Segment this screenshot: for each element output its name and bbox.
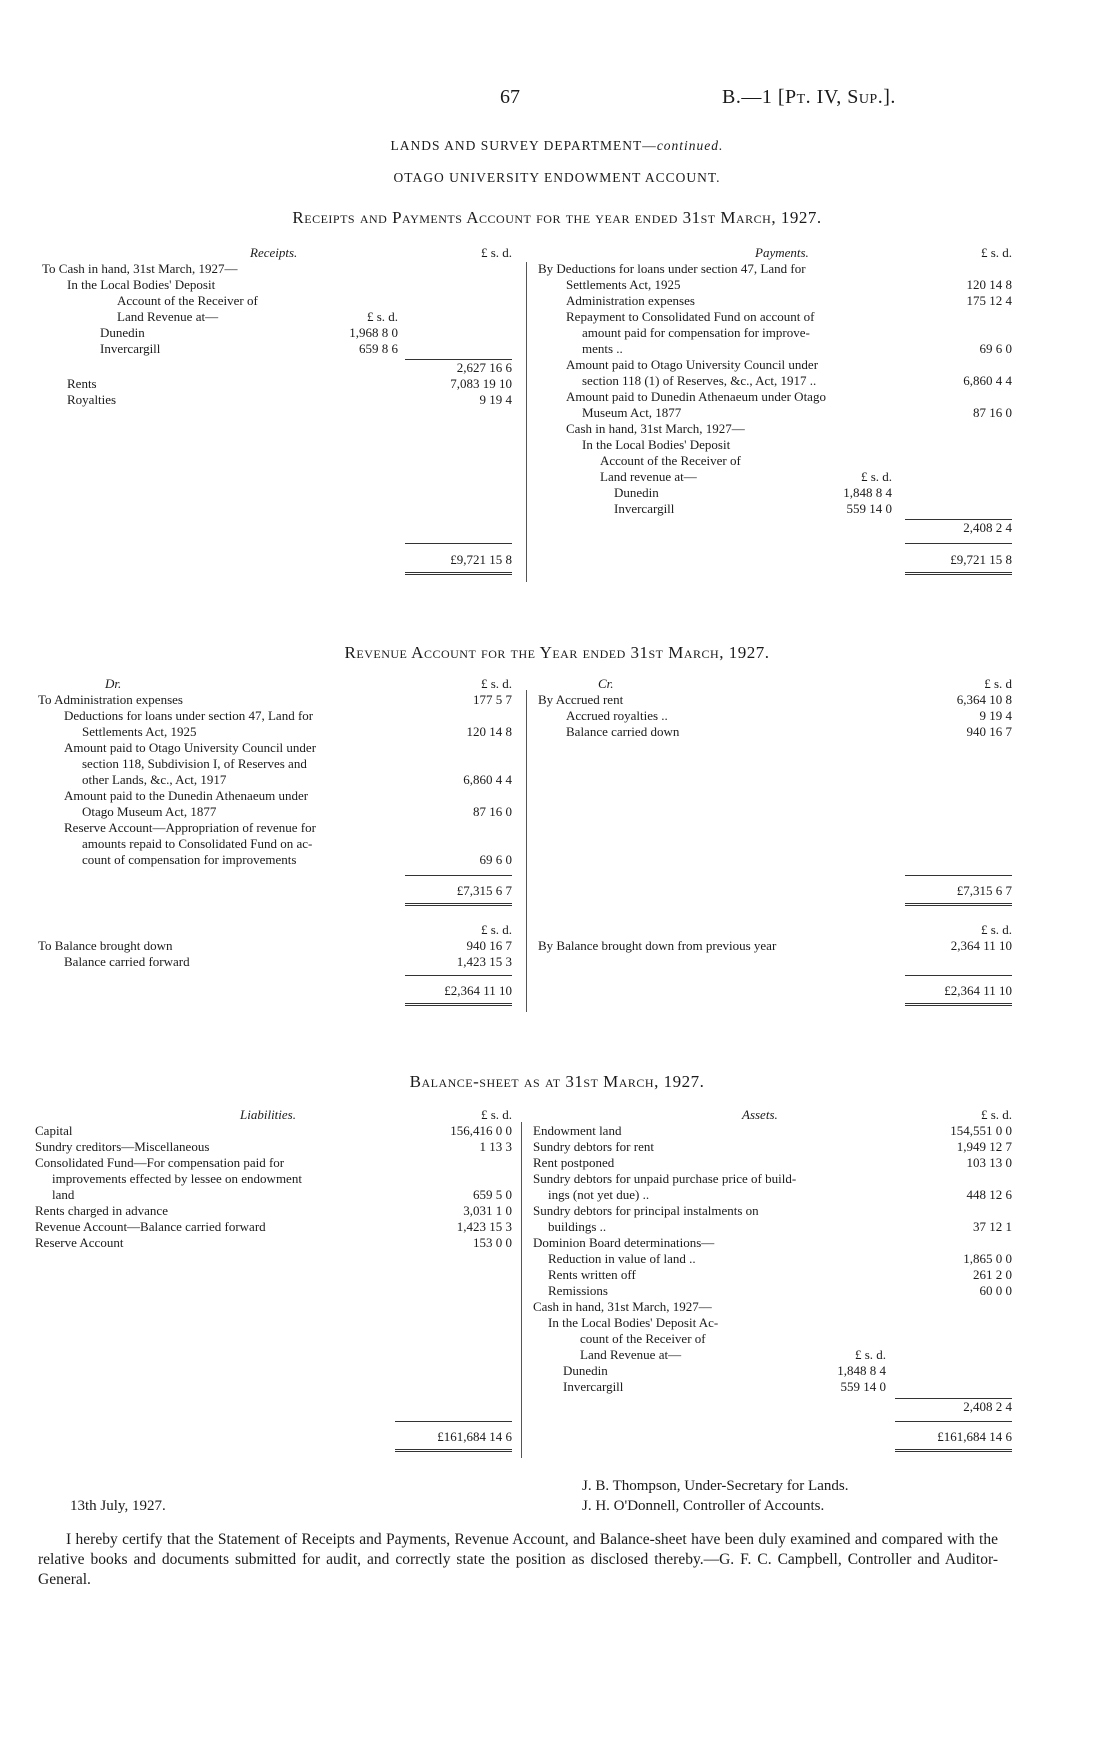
assets-a4-value: 448 12 6	[966, 1187, 1012, 1202]
payments-p3-value: 69 6 0	[979, 341, 1012, 356]
revenue-d4a: Amount paid to the Dunedin Athenaeum under	[64, 788, 309, 803]
revenue-dr-total: £7,315 6 7	[456, 883, 512, 898]
payments-p4-value: 6,860 4 4	[963, 373, 1012, 388]
receipts-grand-total: £9,721 15 8	[450, 552, 512, 567]
revenue-d5c: count of compensation for improvements	[82, 852, 297, 867]
receipts-dunedin-label: Dunedin	[100, 325, 145, 340]
receipts-line2: In the Local Bodies' Deposit	[67, 277, 216, 292]
assets-a5b: buildings ..	[548, 1219, 607, 1234]
assets-invercargill-label: Invercargill	[563, 1379, 624, 1394]
payments-p3a: Repayment to Consolidated Fund on account of	[566, 309, 815, 324]
receipts-cash-total: 2,627 16 6	[456, 360, 512, 375]
revenue-cr-double-rule	[905, 903, 1012, 906]
liabilities-l1: Capital	[35, 1123, 73, 1138]
receipts-rents-label: Rents	[67, 376, 97, 391]
revenue-dr-heading: Dr.	[105, 676, 122, 691]
revenue-dr-total-rule	[405, 875, 512, 876]
liabilities-l4-value: 3,031 1 0	[463, 1203, 512, 1218]
liabilities-l6-value: 153 0 0	[473, 1235, 512, 1250]
receipts-payments-title: Receipts and Payments Account for the year ended 31st March, 1927.	[292, 208, 822, 227]
revenue-d5-value: 69 6 0	[479, 852, 512, 867]
receipts-payments-divider	[526, 262, 527, 582]
revenue-dr-currency-header2: £ s. d.	[480, 922, 512, 937]
payments-invercargill-label: Invercargill	[614, 501, 675, 516]
revenue-dr-total2-rule	[405, 975, 512, 976]
liabilities-l6: Reserve Account	[35, 1235, 124, 1250]
revenue-cr-currency-header: £ s. d	[984, 676, 1012, 691]
receipts-dunedin-value: 1,968 8 0	[349, 325, 398, 340]
assets-a1-value: 154,551 0 0	[950, 1123, 1012, 1138]
payments-cash-total: 2,408 2 4	[963, 520, 1012, 535]
revenue-d4-value: 87 16 0	[473, 804, 512, 819]
assets-a7d: Land Revenue at—	[580, 1347, 682, 1362]
assets-a6: Dominion Board determinations—	[533, 1235, 715, 1250]
revenue-d3-value: 6,860 4 4	[463, 772, 512, 787]
revenue-b2-value: 1,423 15 3	[456, 954, 512, 969]
assets-dunedin-value: 1,848 8 4	[837, 1363, 886, 1378]
revenue-b1: To Balance brought down	[38, 938, 173, 953]
assets-a6c-value: 60 0 0	[979, 1283, 1012, 1298]
department-continued: continued.	[656, 138, 724, 153]
receipts-invercargill-label: Invercargill	[100, 341, 161, 356]
revenue-cr-total: £7,315 6 7	[956, 883, 1012, 898]
assets-double-rule	[895, 1449, 1012, 1452]
payments-p6d: Land revenue at—	[600, 469, 697, 484]
payments-heading: Payments.	[755, 245, 809, 260]
assets-a3-value: 103 13 0	[966, 1155, 1012, 1170]
liabilities-l3c: land	[52, 1187, 75, 1202]
assets-total-rule	[895, 1421, 1012, 1422]
assets-a3: Rent postponed	[533, 1155, 615, 1170]
payments-p4b: section 118 (1) of Reserves, &c., Act, 1917 ..	[582, 373, 817, 388]
revenue-d3b: section 118, Subdivision I, of Reserves and	[82, 756, 307, 771]
revenue-dr-currency-header: £ s. d.	[480, 676, 512, 691]
payments-p1b: Settlements Act, 1925	[566, 277, 681, 292]
liabilities-total: £161,684 14 6	[437, 1429, 512, 1444]
payments-dunedin-value: 1,848 8 4	[843, 485, 892, 500]
assets-a6c: Remissions	[548, 1283, 608, 1298]
assets-total: £161,684 14 6	[937, 1429, 1012, 1444]
payments-p4a: Amount paid to Otago University Council under	[566, 357, 819, 372]
assets-a2-value: 1,949 12 7	[956, 1139, 1012, 1154]
receipts-royalties-label: Royalties	[67, 392, 117, 407]
assets-a4a: Sundry debtors for unpaid purchase price of build-	[533, 1171, 797, 1186]
liabilities-l3-value: 659 5 0	[473, 1187, 512, 1202]
assets-a7c: count of the Receiver of	[580, 1331, 706, 1346]
liabilities-double-rule	[395, 1449, 512, 1452]
liabilities-l2-value: 1 13 3	[479, 1139, 512, 1154]
assets-a7b: In the Local Bodies' Deposit Ac-	[548, 1315, 719, 1330]
liabilities-l1-value: 156,416 0 0	[450, 1123, 512, 1138]
receipts-double-rule	[405, 572, 512, 575]
revenue-dr-double-rule	[405, 903, 512, 906]
receipts-royalties-value: 9 19 4	[479, 392, 512, 407]
audit-certificate: I hereby certify that the Statement of Receipts and Payments, Revenue Account, and Balance-sheet have been duly examined and compared with the relative books and documents submitted for audit, and correctly state the position as disclosed thereby.—G. F. C. Campbell, Controller and Auditor-General.	[38, 1531, 998, 1588]
revenue-d1: To Administration expenses	[38, 692, 183, 707]
payments-p3c: ments ..	[582, 341, 623, 356]
revenue-c1: By Accrued rent	[538, 692, 624, 707]
revenue-cr-total-rule	[905, 875, 1012, 876]
payments-p6a: Cash in hand, 31st March, 1927—	[566, 421, 745, 436]
page-number: 67	[500, 86, 520, 108]
receipts-currency-header: £ s. d.	[480, 245, 512, 260]
assets-heading: Assets.	[742, 1107, 778, 1122]
assets-a2: Sundry debtors for rent	[533, 1139, 654, 1154]
revenue-d5b: amounts repaid to Consolidated Fund on ac-	[82, 836, 313, 851]
assets-inner-currency: £ s. d.	[854, 1347, 886, 1362]
assets-invercargill-value: 559 14 0	[840, 1379, 886, 1394]
liabilities-total-rule	[395, 1421, 512, 1422]
assets-a6b: Rents written off	[548, 1267, 636, 1282]
receipts-rents-value: 7,083 19 10	[450, 376, 512, 391]
liabilities-l4: Rents charged in advance	[35, 1203, 168, 1218]
receipts-heading: Receipts.	[250, 245, 298, 260]
payments-p6b: In the Local Bodies' Deposit	[582, 437, 731, 452]
receipts-line1: To Cash in hand, 31st March, 1927—	[42, 261, 238, 276]
payments-invercargill-value: 559 14 0	[846, 501, 892, 516]
payments-p5b: Museum Act, 1877	[582, 405, 682, 420]
assets-a7a: Cash in hand, 31st March, 1927—	[533, 1299, 712, 1314]
assets-dunedin-label: Dunedin	[563, 1363, 608, 1378]
payments-p3b: amount paid for compensation for improve-	[582, 325, 810, 340]
payments-currency-header: £ s. d.	[980, 245, 1012, 260]
revenue-account-title: Revenue Account for the Year ended 31st March, 1927.	[344, 643, 770, 662]
assets-a5-value: 37 12 1	[973, 1219, 1012, 1234]
assets-a5a: Sundry debtors for principal instalments on	[533, 1203, 759, 1218]
balance-sheet-title: Balance-sheet as at 31st March, 1927.	[409, 1072, 705, 1091]
payments-double-rule	[905, 572, 1012, 575]
assets-a6b-value: 261 2 0	[973, 1267, 1012, 1282]
payments-p1a: By Deductions for loans under section 47, Land for	[538, 261, 806, 276]
payments-p5-value: 87 16 0	[973, 405, 1012, 420]
assets-a4b: ings (not yet due) ..	[548, 1187, 650, 1202]
revenue-cr-heading: Cr.	[598, 676, 614, 691]
payments-p2-value: 175 12 4	[966, 293, 1012, 308]
revenue-cr-currency-header2: £ s. d.	[980, 922, 1012, 937]
department-title	[0, 138, 1114, 154]
revenue-cr-total2: £2,364 11 10	[944, 983, 1012, 998]
receipts-total-rule	[405, 543, 512, 544]
revenue-d3a: Amount paid to Otago University Council under	[64, 740, 317, 755]
account-name: OTAGO UNIVERSITY ENDOWMENT ACCOUNT.	[393, 170, 721, 185]
revenue-dr-double-rule2	[405, 1003, 512, 1006]
revenue-cr-b1: By Balance brought down from previous year	[538, 938, 777, 953]
revenue-c2: Accrued royalties ..	[566, 708, 668, 723]
payments-inner-currency: £ s. d.	[860, 469, 892, 484]
payments-dunedin-label: Dunedin	[614, 485, 659, 500]
assets-a6a-value: 1,865 0 0	[963, 1251, 1012, 1266]
revenue-d3c: other Lands, &c., Act, 1917	[82, 772, 227, 787]
payments-grand-total: £9,721 15 8	[950, 552, 1012, 567]
signature-thompson: J. B. Thompson, Under-Secretary for Lands.	[582, 1478, 849, 1494]
balance-sheet-divider	[521, 1122, 522, 1458]
signature-odonnell: J. H. O'Donnell, Controller of Accounts.	[582, 1498, 825, 1514]
revenue-d1-value: 177 5 7	[473, 692, 512, 707]
revenue-c2-value: 9 19 4	[979, 708, 1012, 723]
liabilities-l3b: improvements effected by lessee on endowment	[52, 1171, 302, 1186]
receipts-invercargill-value: 659 8 6	[359, 341, 398, 356]
revenue-cr-double-rule2	[905, 1003, 1012, 1006]
revenue-c3: Balance carried down	[566, 724, 680, 739]
liabilities-currency-header: £ s. d.	[480, 1107, 512, 1122]
document-reference: B.—1 [Pt. IV, Sup.].	[722, 86, 896, 108]
revenue-d2a: Deductions for loans under section 47, Land for	[64, 708, 314, 723]
revenue-dr-total2: £2,364 11 10	[444, 983, 512, 998]
receipts-inner-currency: £ s. d.	[366, 309, 398, 324]
liabilities-l5: Revenue Account—Balance carried forward	[35, 1219, 266, 1234]
payments-total-rule	[905, 543, 1012, 544]
revenue-d2b: Settlements Act, 1925	[82, 724, 197, 739]
assets-a6a: Reduction in value of land ..	[548, 1251, 696, 1266]
revenue-divider	[526, 690, 527, 1012]
receipts-line4: Land Revenue at—	[117, 309, 219, 324]
revenue-d5a: Reserve Account—Appropriation of revenue for	[64, 820, 316, 835]
assets-currency-header: £ s. d.	[980, 1107, 1012, 1122]
revenue-cr-total2-rule	[905, 975, 1012, 976]
assets-a1: Endowment land	[533, 1123, 622, 1138]
payments-p2: Administration expenses	[566, 293, 695, 308]
assets-cash-total: 2,408 2 4	[963, 1399, 1012, 1414]
liabilities-l5-value: 1,423 15 3	[456, 1219, 512, 1234]
revenue-c3-value: 940 16 7	[966, 724, 1012, 739]
payments-p1-value: 120 14 8	[966, 277, 1012, 292]
receipts-line3: Account of the Receiver of	[117, 293, 258, 308]
revenue-c1-value: 6,364 10 8	[956, 692, 1012, 707]
liabilities-l3a: Consolidated Fund—For compensation paid for	[35, 1155, 285, 1170]
revenue-d4b: Otago Museum Act, 1877	[82, 804, 217, 819]
payments-p6c: Account of the Receiver of	[600, 453, 741, 468]
payments-p5a: Amount paid to Dunedin Athenaeum under Otago	[566, 389, 826, 404]
revenue-d2-value: 120 14 8	[466, 724, 512, 739]
revenue-cr-b1-value: 2,364 11 10	[950, 938, 1012, 953]
department-name: LANDS AND SURVEY DEPARTMENT—	[390, 138, 657, 153]
liabilities-l2: Sundry creditors—Miscellaneous	[35, 1139, 210, 1154]
liabilities-heading: Liabilities.	[240, 1107, 296, 1122]
revenue-b1-value: 940 16 7	[466, 938, 512, 953]
revenue-b2: Balance carried forward	[64, 954, 190, 969]
signature-date: 13th July, 1927.	[70, 1498, 166, 1514]
